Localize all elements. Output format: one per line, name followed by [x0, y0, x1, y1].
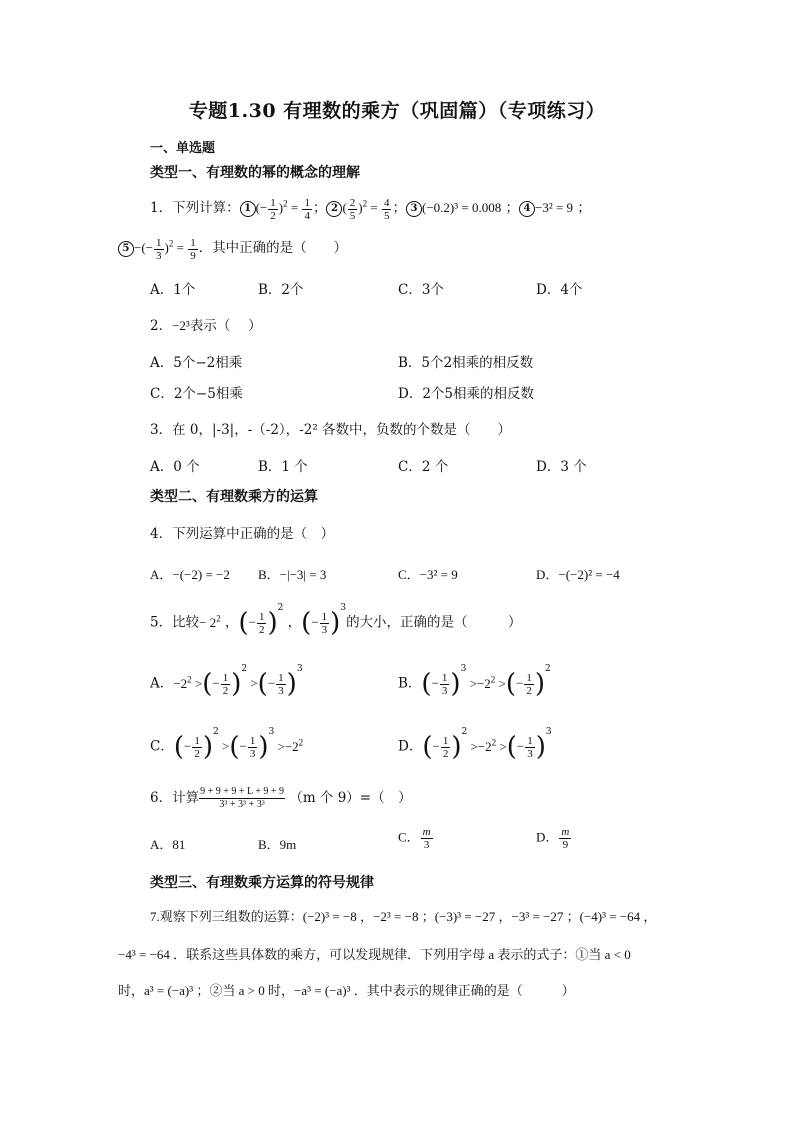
circled-number-5: 5 — [118, 241, 134, 257]
q3-option-a[interactable]: A．0 个 — [150, 459, 200, 475]
type-heading-1: 类型一、有理数的幂的概念的理解 — [150, 165, 360, 181]
question-7-line-1: 7.观察下列三组数的运算：(−2)³ = −8 ，−2³ = −8 ；(−3)³ = −27 ，−3³ = −27 ；(−4)³ = −64 ， — [150, 909, 657, 924]
type-heading-3: 类型三、有理数乘方运算的符号规律 — [150, 875, 374, 891]
question-2-lead: 2． — [150, 318, 173, 334]
q6-numerator: 9 + 9 + 9 + L + 9 + 9 — [200, 786, 285, 797]
q1-option-d[interactable]: D．4个 — [536, 282, 583, 298]
q1-expr-3: (−0.2)³ = 0.008 — [421, 200, 502, 215]
q6-option-d-label: D． — [536, 829, 559, 845]
question-2-expr: −2³ — [172, 318, 190, 333]
circled-number-4: 4 — [519, 201, 535, 217]
q4-option-c[interactable]: C．−3² = 9 — [398, 567, 458, 582]
type-heading-2: 类型二、有理数乘方的运算 — [150, 489, 318, 505]
q5-option-a[interactable]: A．$-2^2$ > ( − $\frac{1}{2}$ ) 2 > ( − $\frac{1}{3}$ ) 3 — [150, 664, 303, 699]
q6-denominator: 3³ + 3³ + 3³ — [219, 799, 265, 810]
q6-option-c-label: C． — [398, 829, 420, 845]
q4-option-d[interactable]: D．−(−2)² = −4 — [536, 567, 620, 582]
question-5: 5．比较− $2^2$ ， ( − $\frac{1}{2}$ ) 2 ， ( − $\frac{1}{3}$ ) 3 的大小，正确的是（ ） — [150, 603, 522, 638]
q5-option-d-label: D． — [398, 738, 423, 755]
question-2 — [150, 314, 262, 334]
circled-number-1: 1 — [240, 201, 256, 217]
question-5-tail: 的大小，正确的是（ ） — [346, 614, 522, 631]
question-4: 4．下列运算中正确的是（ ） — [150, 526, 335, 542]
question-1-lead: 1．下列计算： — [150, 200, 240, 216]
q6-option-b[interactable]: B．9m — [258, 837, 297, 852]
q1-option-b[interactable]: B．2个 — [258, 282, 304, 298]
question-6-tail: （m 个 9）=（ ） — [289, 790, 412, 806]
q1-option-c[interactable]: C．3个 — [398, 282, 444, 298]
q5-option-d[interactable]: D． ( − $\frac{1}{2}$ ) 2 $>-2^2$ > ( − $\frac{1}{3}$ ) 3 — [398, 727, 552, 762]
q2-option-d[interactable]: D．2个5相乘的相反数 — [398, 386, 535, 402]
q1-expr-4: −3² = 9 — [535, 200, 574, 215]
q3-option-b[interactable]: B．1 个 — [258, 459, 308, 475]
q5-option-c[interactable]: C． ( − $\frac{1}{2}$ ) 2 > ( − $\frac{1}{3}$ ) 3 $>-2^2$ — [150, 727, 304, 762]
question-7-line-2: −4³ = −64 ．联系这些具体数的乘方，可以发现规律．下列用字母 a 表示的式子：①当 a < 0 — [118, 947, 631, 962]
circled-number-3: 3 — [406, 201, 422, 217]
q1-option-a[interactable]: A．1个 — [150, 282, 196, 298]
q6-option-d[interactable]: D． $\frac{m}{9}$ — [536, 826, 570, 851]
q5-option-a-label: A． — [150, 675, 174, 692]
question-1-line-1: 1．下列计算： 1 (− $\frac{1}{2}$ )$^2$ = $\frac{1}{4}$ ； 2 ( $\frac{2}{5}$ )$^2$ = $\frac{4}{5}$ ； 3 (−0.2)³ = 0.008 ； 4 −3² = 9 ； — [150, 196, 591, 222]
question-5-lead: 5．比较 — [150, 614, 200, 631]
q2-option-c[interactable]: C．2个−5相乘 — [150, 386, 243, 402]
question-1-tail: ．其中正确的是（ ） — [198, 240, 348, 256]
question-6-lead: 6．计算 — [150, 790, 200, 806]
question-3: 3．在 0，|-3|，-（-2），-2² 各数中，负数的个数是（ ） — [150, 422, 512, 438]
q2-option-a[interactable]: A．5个−2相乘 — [150, 355, 243, 371]
q4-option-a[interactable]: A．−(−2) = −2 — [150, 567, 230, 582]
q5-option-b[interactable]: B． ( − $\frac{1}{3}$ ) 3 $>-2^2$ > ( − $\frac{1}{2}$ ) 2 — [398, 664, 551, 699]
q5-option-c-label: C． — [150, 738, 174, 755]
q3-option-d[interactable]: D．3 个 — [536, 459, 587, 475]
q4-option-b[interactable]: B．−|−3| = 3 — [258, 567, 327, 582]
section-heading: 一、单选题 — [150, 141, 216, 156]
q6-option-c[interactable]: C． $\frac{m}{3}$ — [398, 826, 431, 851]
question-6 — [150, 786, 412, 811]
q2-option-b[interactable]: B．5个2相乘的相反数 — [398, 355, 534, 371]
circled-number-2: 2 — [326, 201, 342, 217]
page-title: 专题1.30 有理数的乘方（巩固篇）（专项练习） — [188, 100, 606, 122]
question-2-tail: 表示（ ） — [189, 318, 262, 334]
q5-option-b-label: B． — [398, 675, 422, 692]
question-7-line-3: 时，a³ = (−a)³ ；②当 a > 0 时，−a³ = (−a)³ ．其中表示的规律正确的是（ ） — [118, 983, 575, 998]
q3-option-c[interactable]: C．2 个 — [398, 459, 449, 475]
q6-option-a[interactable]: A．81 — [150, 837, 186, 852]
question-1-line-2: 5 −(− $\frac{1}{3}$ )$^2$ = $\frac{1}{9}$ ．其中正确的是（ ） — [118, 236, 347, 262]
